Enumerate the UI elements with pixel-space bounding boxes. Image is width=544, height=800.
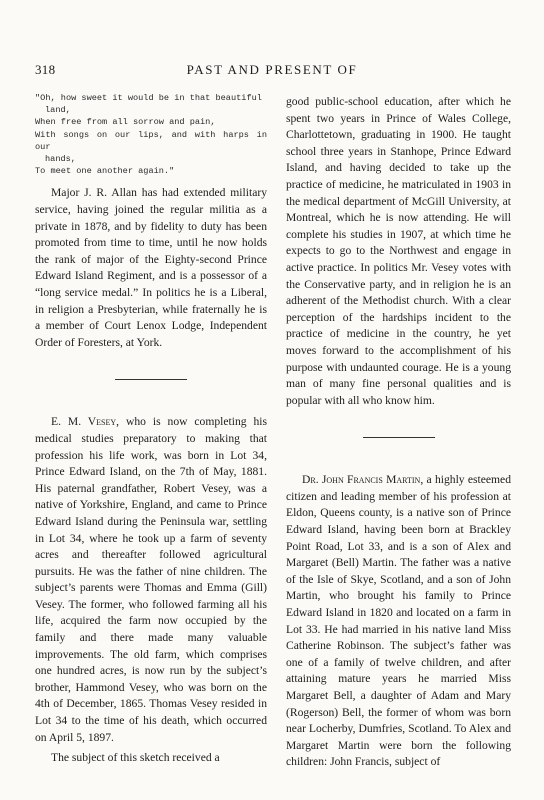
martin-text: a highly esteemed citizen and leading member of his profession at Eldon, Queens county, is a native son of Prince Edward Island, having been born at Brackley Point Road, Lot 33, and is a son of Alex and Margaret (Bell) Martin. The father was a native of the Isle of Skye, Scotland, and a son of John Martin, who brought his family to Prince Edward Island in 1820 and located on a farm in Lot 33. He had married in his native land Miss Catherine Robinson. The subject’s father was one of a family of twelve children, and after attaining mature years he married Miss Margaret Bell, a daughter of Adam and Mary (Rogerson) Bell, the former of whom was born near Locherby, Dumfries, Scotland. To Alex and Margaret Martin were born the following children: John Francis, subject of	[286, 473, 511, 769]
poem-line: With songs on our lips, and with harps in our	[35, 129, 267, 152]
section-divider	[115, 379, 187, 380]
vesey-name: E. M. Vesey,	[51, 415, 120, 429]
page-number: 318	[35, 62, 56, 77]
poem-line: hands,	[45, 154, 76, 165]
vesey-paragraph	[35, 414, 267, 746]
poem-line: When free from all sorrow and pain,	[35, 117, 216, 128]
section-divider	[363, 437, 435, 438]
poem-line: land,	[45, 105, 71, 116]
martin-paragraph	[286, 472, 511, 771]
vesey-text: who is now completing his medical studies preparatory to making that profession his life work, was born in Lot 34, Prince Edward Island, on the 7th of May, 1881. His paternal grandfather, Robert Vesey, was a native of Yorkshire, England, and came to Prince Edward Island during the Peninsula war, settling in Lot 34, where he took up a farm of seventy acres and thereafter followed agricultural pursuits. He was the father of nine children. The subject’s parents were Thomas and Emma (Gill) Vesey. The former, who followed farming all his life, acquired the farm now occupied by the family and there made many valuable improvements. The old farm, which comprises one hundred acres, is now run by the subject’s brother, Hammond Vesey, who was born on the 4th of December, 1865. Thomas Vesey resided in Lot 34 to the time of his death, which occurred on April 5, 1897.	[35, 415, 268, 744]
vesey-education-continued: good public-school education, after which he spent two years in Prince of Wales College, Charlottetown, graduating in 1900. He taught school three years in Stanhope, Prince Edward Island, and having decided to take up the practice of medicine, he matriculated in 1903 in the medical department of McGill University, at Montreal, which he is now attending. He will complete his studies in 1907, at which time he expects to go to the Northwest and engage in active practice. In politics Mr. Vesey votes with the Conservative party, and in religion he is an adherent of the Methodist church. With a clear perception of the hardships incident to the practice of medicine in the country, he yet moves forward to the accomplishment of his purpose with undaunted courage. He is a young man of many fine personal qualities and is popular with all who know him.	[286, 95, 511, 407]
vesey-education-paragraph: The subject of this sketch received a	[51, 751, 220, 765]
right-column	[286, 94, 511, 771]
running-head: PAST AND PRESENT OF	[186, 62, 358, 77]
poem-line: "Oh, how sweet it would be in that beautiful	[35, 93, 262, 103]
allan-paragraph: Major J. R. Allan has had extended military service, having joined the regular militia as a private in 1878, and by fidelity to duty has been promoted from time to time, until he now holds the rank of major of the Eighty-second Prince Edward Island Regiment, and is a possessor of a “long service medal.” In politics he is a Liberal, in religion a Presbyterian, while fraternally he is a member of Court Lenox Lodge, Independent Order of Foresters, at York.	[35, 186, 267, 349]
poem-line: To meet one another again."	[35, 166, 175, 177]
martin-name: Dr. John Francis Martin,	[302, 473, 424, 487]
left-column	[35, 92, 267, 767]
poem-stanza	[35, 92, 267, 177]
